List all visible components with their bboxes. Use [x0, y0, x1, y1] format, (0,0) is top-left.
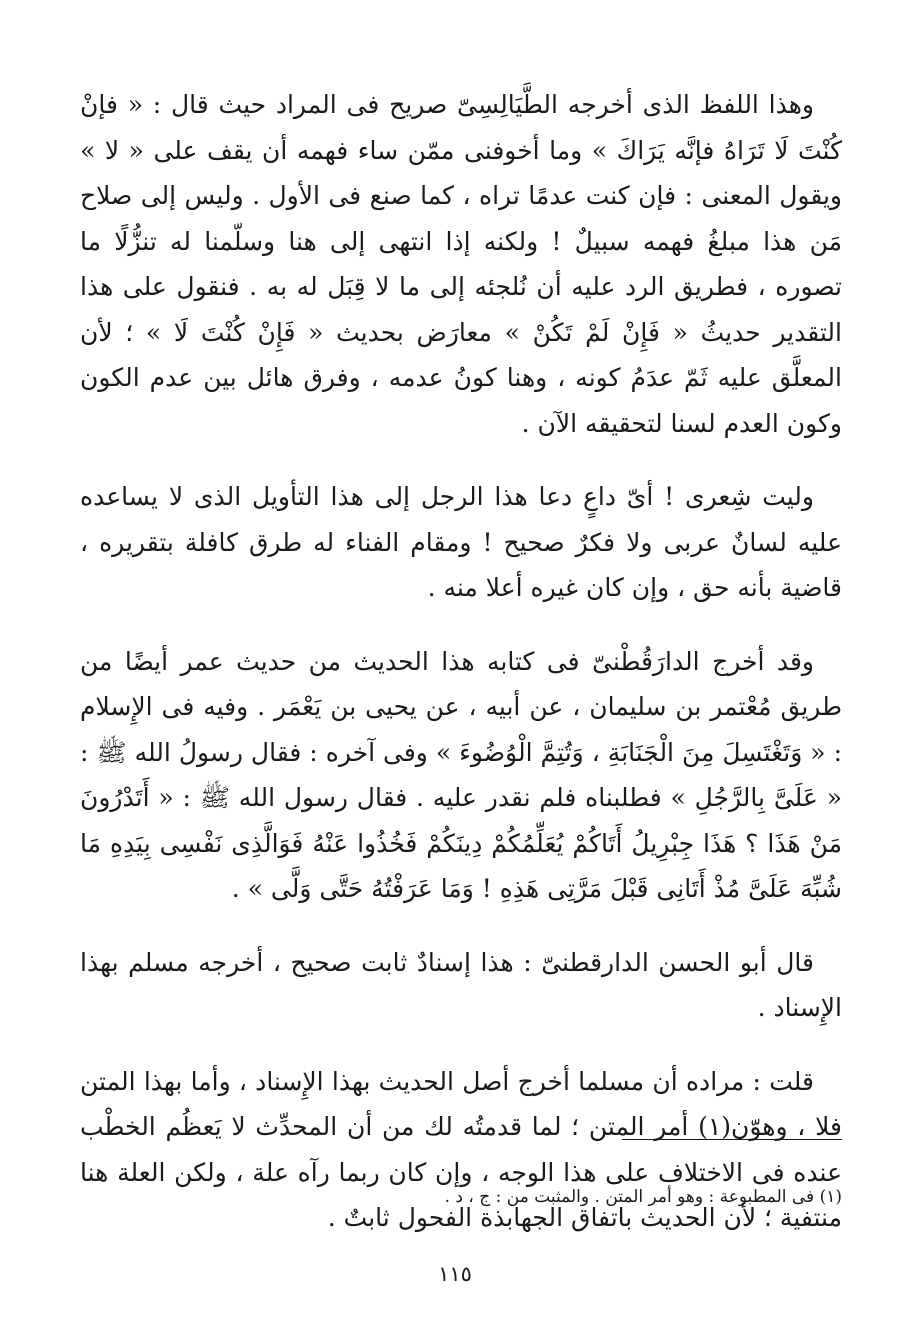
- paragraph-3: وقد أخرج الدارَقُطْنىّ فى كتابه هذا الحديث من حديث عمر أيضًا من طريق مُعْتمر بن سليمان ، عن أبيه ، عن يحيى بن يَعْمَر . وفيه فى الإِسلام : « وَتَغْتَسِلَ مِنَ الْجَنَابَةِ ، وَتُتِمَّ الْوُضُوءَ » وفى آخره : فقال رسولُ الله ﷺ : « عَلَىَّ بِالرَّجُلِ » فطلبناه فلم نقدر عليه . فقال رسول الله ﷺ : « أَتَدْرُونَ مَنْ هَذَا ؟ هَذَا جِبْرِيلُ أَتَاكُمْ يُعَلِّمُكُمْ دِينَكُمْ فَخُذُوا عَنْهُ فَوَالَّذِى نَفْسِى بِيَدِهِ مَا شُبِّهَ عَلَىَّ مُذْ أَتَانِى قَبْلَ مَرَّتِى هَذِهِ ! وَمَا عَرَفْتُهُ حَتَّى وَلَّى » .: [80, 646, 842, 903]
- main-text: [80, 82, 842, 1269]
- paragraph-4: قال أبو الحسن الدارقطنىّ : هذا إسنادٌ ثابت صحيح ، أخرجه مسلم بهذا الإِسناد .: [80, 947, 842, 1022]
- paragraph-5: قلت : مراده أن مسلما أخرج أصل الحديث بهذا الإِسناد ، وأما بهذا المتن فلا ، وهوّن(١) أمر المتن ؛ لما قدمتُه لك من أن المحدِّث لا يَعظُم الخطْب عنده فى الاختلاف على هذا الوجه ، وإن كان ربما رآه علة ، ولكن العلة هنا منتفية ؛ لأن الحديث باتفاق الجهابذة الفحول ثابتٌ .: [80, 1066, 842, 1232]
- footnote: (١) فى المطبوعة : وهو أمر المتن . والمثبت من : ج ، د .: [444, 1187, 842, 1207]
- paragraph-1: وهذا اللفظ الذى أخرجه الطَّيَالِسِىّ صريح فى المراد حيث قال : « فإنْ كُنْتَ لَا تَرَاهُ فإنَّه يَرَاكَ » وما أخوفنى ممّن ساء فهمه أن يقف على « لا » ويقول المعنى : فإن كنت عدمًا تراه ، كما صنع فى الأول . وليس إلى صلاح مَن هذا مبلغُ فهمه سبيلٌ ! ولكنه إذا انتهى إلى هنا وسلّمنا له تنزُّلًا ما تصوره ، فطريق الرد عليه أن نُلجئه إلى ما لا قِبَل له به . فنقول على هذا التقدير حديثُ « فَإِنْ لَمْ تَكُنْ » معارَض بحديث « فَإِنْ كُنْتَ لَا » ؛ لأن المعلَّق عليه ثَمّ عدَمُ كونه ، وهنا كونُ عدمه ، وفرق هائل بين عدم الكون وكون العدم لسنا لتحقيقه الآن .: [80, 90, 842, 438]
- page-number: ١١٥: [438, 1262, 472, 1286]
- paragraph-2: وليت شِعرى ! أىّ داعٍ دعا هذا الرجل إلى هذا التأويل الذى لا يساعده عليه لسانٌ عربى ولا فكرٌ صحيح ! ومقام الفناء له طرق كافلة بتقريره ، قاضية بأنه حق ، وإن كان غيره أعلا منه .: [80, 482, 842, 602]
- footnote-separator: [622, 1139, 842, 1140]
